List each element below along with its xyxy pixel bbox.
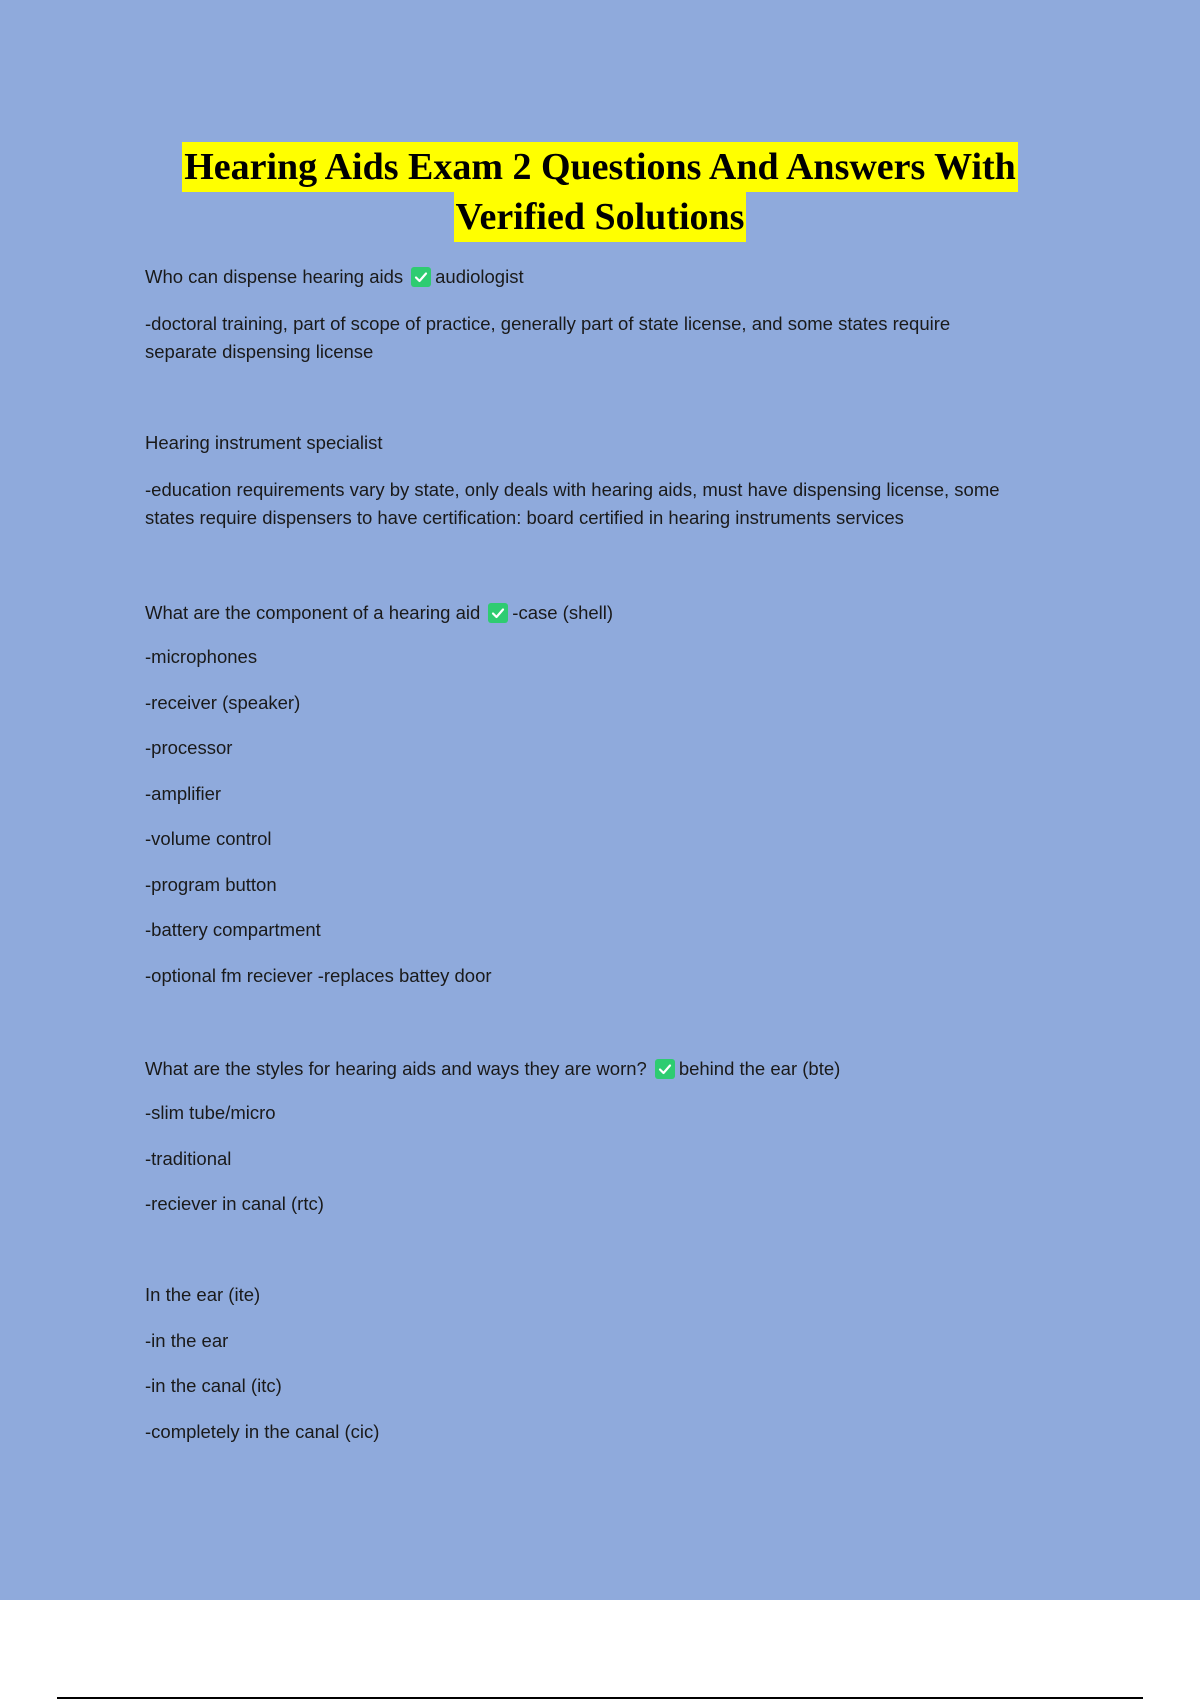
detail-line: states require dispensers to have certification: board certified in hearing instruments services xyxy=(145,507,904,528)
detail-line: -doctoral training, part of scope of practice, generally part of state license, and some states require xyxy=(145,313,951,334)
detail-line: -microphones xyxy=(145,646,258,667)
question-text: What are the component of a hearing aid xyxy=(145,602,481,623)
detail-line: -optional fm reciever -replaces battey door xyxy=(145,965,492,986)
detail-line: -completely in the canal (cic) xyxy=(145,1421,380,1442)
question-text: What are the styles for hearing aids and ways they are worn? xyxy=(145,1058,647,1079)
qa-question-row xyxy=(145,263,524,291)
footer-divider xyxy=(57,1697,1143,1699)
detail-line: -volume control xyxy=(145,828,272,849)
check-mark-icon xyxy=(488,603,508,623)
detail-line: -amplifier xyxy=(145,783,222,804)
detail-line: -in the canal (itc) xyxy=(145,1375,282,1396)
detail-line: -reciever in canal (rtc) xyxy=(145,1193,324,1214)
answer-text: -case (shell) xyxy=(512,602,614,623)
answer-text: behind the ear (bte) xyxy=(678,1058,841,1079)
detail-line: -battery compartment xyxy=(145,919,321,940)
question-text: Who can dispense hearing aids xyxy=(145,266,404,287)
page-title xyxy=(0,142,1200,242)
check-mark-icon xyxy=(411,267,431,287)
detail-line: -program button xyxy=(145,874,277,895)
detail-line: Hearing instrument specialist xyxy=(145,432,383,453)
detail-line: -traditional xyxy=(145,1148,232,1169)
qa-question-row xyxy=(145,599,613,627)
detail-line: -processor xyxy=(145,737,233,758)
detail-line: separate dispensing license xyxy=(145,341,374,362)
detail-line: -education requirements vary by state, only deals with hearing aids, must have dispensing license, some xyxy=(145,479,1000,500)
detail-line: In the ear (ite) xyxy=(145,1284,261,1305)
detail-line: -slim tube/micro xyxy=(145,1102,276,1123)
detail-line: -receiver (speaker) xyxy=(145,692,301,713)
answer-text: audiologist xyxy=(435,266,524,287)
detail-line: -in the ear xyxy=(145,1330,229,1351)
title-line-1: Hearing Aids Exam 2 Questions And Answers With xyxy=(182,142,1018,192)
title-line-2: Verified Solutions xyxy=(454,192,747,242)
check-mark-icon xyxy=(655,1059,675,1079)
qa-question-row xyxy=(145,1055,840,1083)
